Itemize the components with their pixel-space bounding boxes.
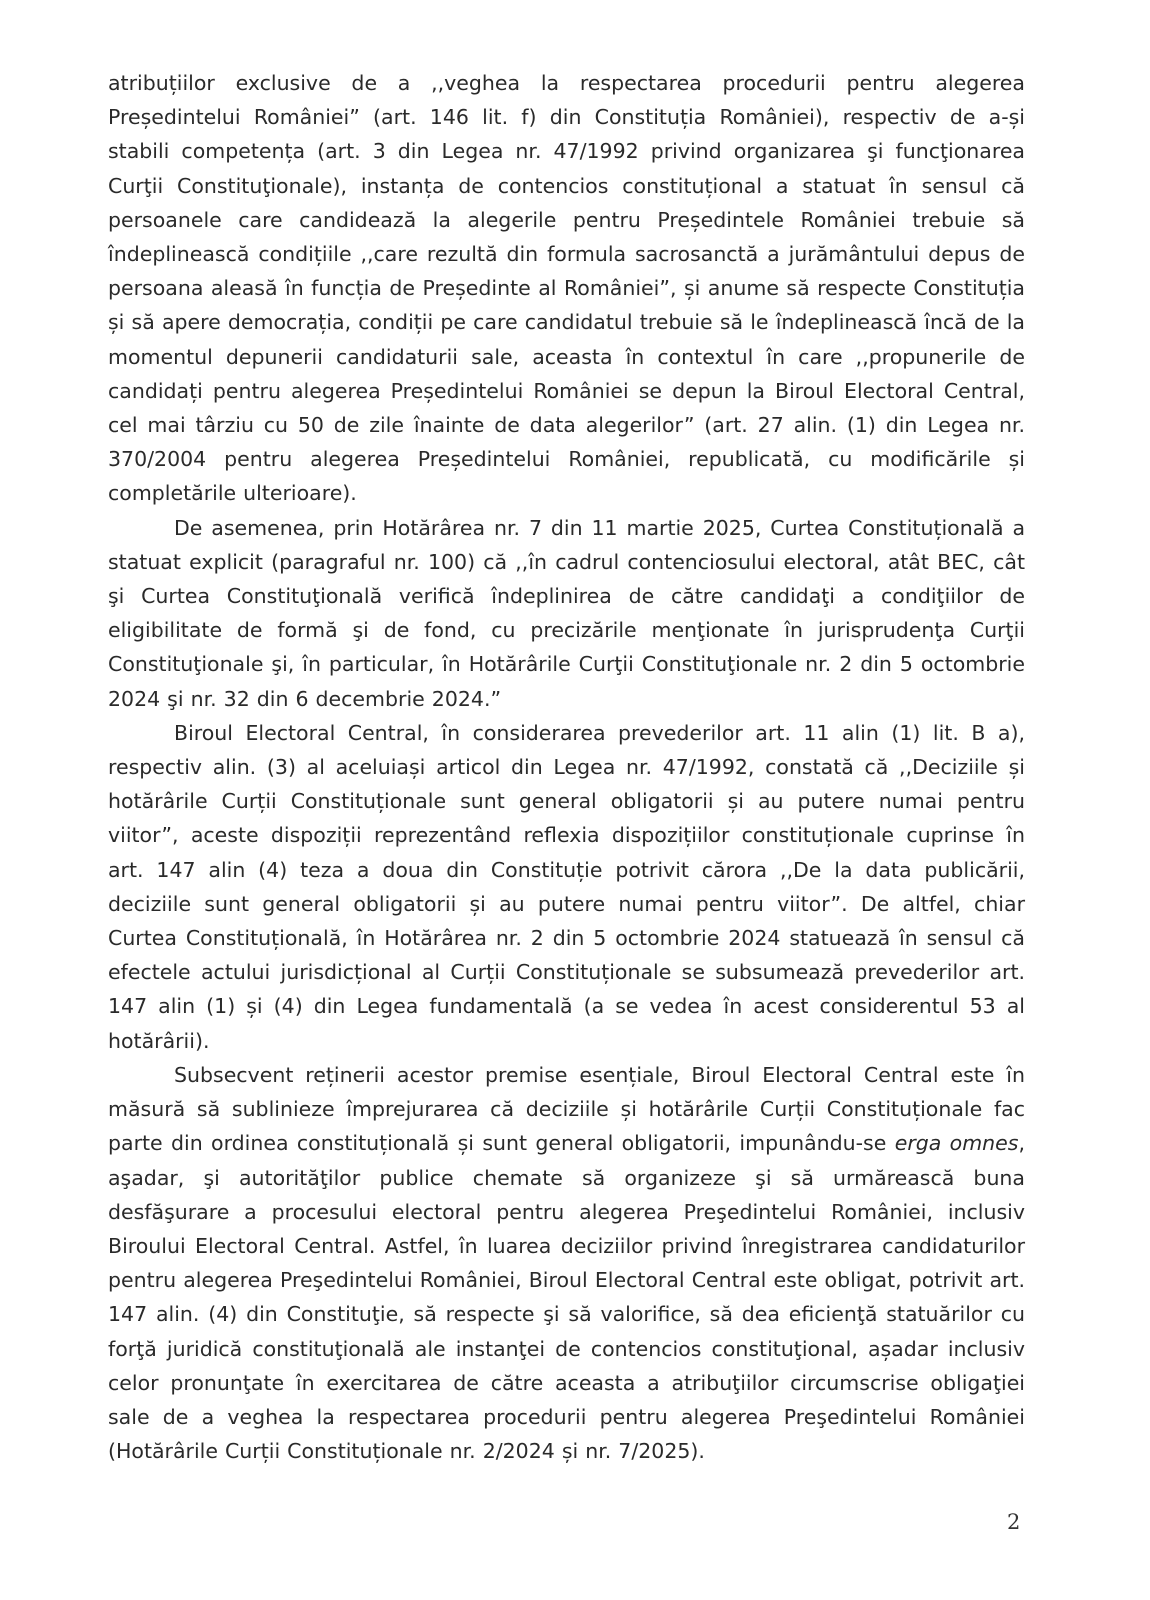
paragraph-4-text-b: , aşadar, şi autorităţilor publice chemate să organizeze şi să urmărească buna desfăşurare a procesului electoral pentru alegerea Preşedintelui României, inclusiv Biroului Electoral Central. Astfel, în luarea deciziilor privind înregistrarea candidaturilor pentru alegerea Preşedintelui României, Biroul Electoral Central este obligat, potrivit art. 147 alin. (4) din Constituţie, să respecte şi să valorifice, să dea eficienţă statuărilor cu forţă juridică constituţională ale instanţei de contencios constituţional, așadar inclusiv celor pronunţate în exercitarea de către aceasta a atribuţiilor circumscrise obligaţiei sale de a veghea la respectarea procedurii pentru alegerea Preşedintelui României (Hotărârile Curții Constituționale nr. 2/2024 și nr. 7/2025). [108, 1131, 1025, 1464]
document-page [108, 66, 1025, 1468]
paragraph-4-text-a: Subsecvent reținerii acestor premise esențiale, Biroul Electoral Central este în măsură să sublinieze împrejurarea că deciziile și hotărârile Curții Constituționale fac parte din ordinea constituțională și sunt general obligatorii, impunându-se [108, 1062, 1025, 1156]
paragraph-4 [108, 1058, 1025, 1468]
paragraph-3-text: Biroul Electoral Central, în considerarea prevederilor art. 11 alin (1) lit. B a), respectiv alin. (3) al aceluiași articol din Legea nr. 47/1992, constată că ,,Deciziile și hotărârile Curții Constituționale sunt general obligatorii și au putere numai pentru viitor”, aceste dispoziții reprezentând reflexia dispozițiilor constituționale cuprinse în art. 147 alin (4) teza a doua din Constituție potrivit cărora ,,De la data publicării, deciziile sunt general obligatorii și au putere numai pentru viitor”. De altfel, chiar Curtea Constituțională, în Hotărârea nr. 2 din 5 octombrie 2024 statuează în sensul că efectele actului jurisdicțional al Curții Constituționale se subsumează prevederilor art. 147 alin (1) și (4) din Legea fundamentală (a se vedea în acest considerentul 53 al hotărârii). [108, 720, 1025, 1053]
paragraph-1 [108, 66, 1025, 511]
paragraph-4-latin-phrase: erga omnes [894, 1131, 1019, 1156]
page-number: 2 [1007, 1510, 1021, 1534]
paragraph-1-text: atribuțiilor exclusive de a ,,veghea la respectarea procedurii pentru alegerea Președintelui României” (art. 146 lit. f) din Constituția României), respectiv de a-și stabili competența (art. 3 din Legea nr. 47/1992 privind organizarea şi funcţionarea Curţii Constituţionale), instanța de contencios constituțional a statuat în sensul că persoanele care candidează la alegerile pentru Președintele României trebuie să îndeplinească condițiile ,,care rezultă din formula sacrosanctă a jurământului depus de persoana aleasă în funcția de Președinte al României”, și anume să respecte Constituția și să apere democrația, condiții pe care candidatul trebuie să le îndeplinească încă de la momentul depunerii candidaturii sale, aceasta în contextul în care ,,propunerile de candidați pentru alegerea Președintelui României se depun la Biroul Electoral Central, cel mai târziu cu 50 de zile înainte de data alegerilor” (art. 27 alin. (1) din Legea nr. 370/2004 pentru alegerea Președintelui României, republicată, cu modificările și completările ulterioare). [108, 71, 1025, 506]
paragraph-2-text: De asemenea, prin Hotărârea nr. 7 din 11 martie 2025, Curtea Constituțională a statuat explicit (paragraful nr. 100) că ,,în cadrul contenciosului electoral, atât BEC, cât şi Curtea Constituţională verifică îndeplinirea de către candidaţi a condiţiilor de eligibilitate de formă şi de fond, cu precizările menţionate în jurisprudenţa Curţii Constituţionale şi, în particular, în Hotărârile Curţii Constituţionale nr. 2 din 5 octombrie 2024 şi nr. 32 din 6 decembrie 2024.” [108, 515, 1025, 711]
paragraph-2 [108, 511, 1025, 716]
paragraph-3 [108, 716, 1025, 1058]
